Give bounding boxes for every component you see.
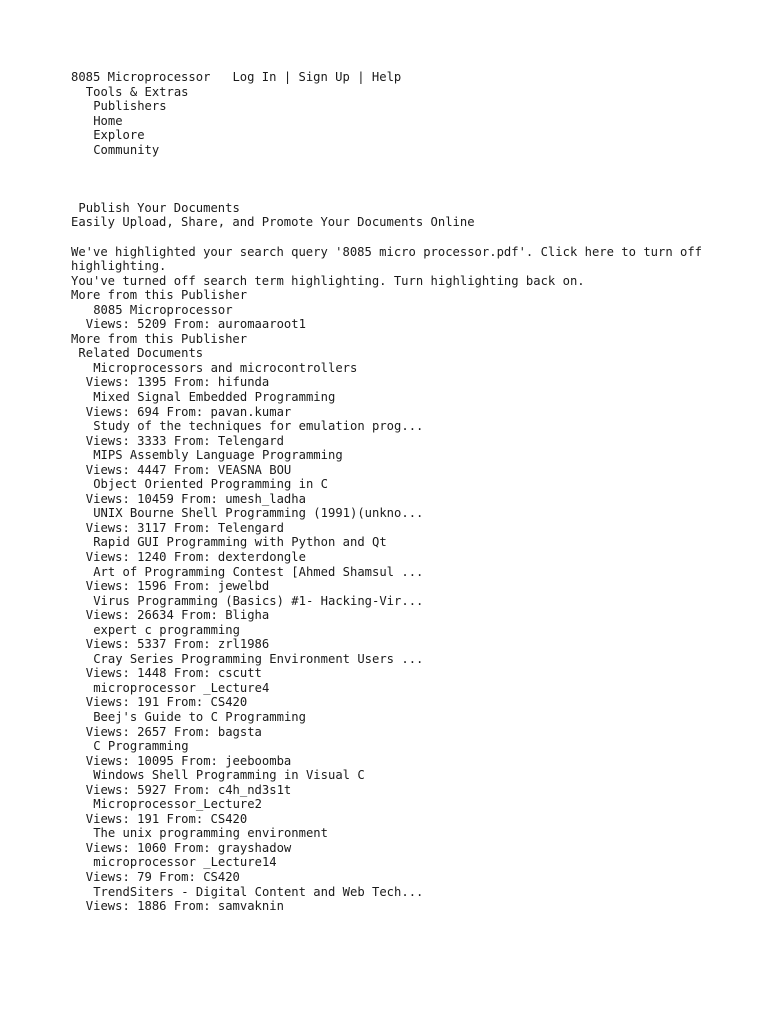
related-doc-meta: Views: 10095 From: jeeboomba: [85, 753, 292, 768]
help-link[interactable]: Help: [371, 70, 402, 84]
related-doc-title[interactable]: Beej's Guide to C Programming: [93, 710, 306, 725]
related-doc-meta: Views: 79 From: CS420: [85, 870, 240, 885]
related-doc-meta: Views: 3333 From: Telengard: [85, 433, 284, 448]
related-doc-title[interactable]: microprocessor _Lecture4: [93, 680, 270, 695]
related-doc-title[interactable]: Mixed Signal Embedded Programming: [93, 389, 336, 404]
nav-item-home[interactable]: Home: [93, 113, 123, 128]
related-doc-title[interactable]: Rapid GUI Programming with Python and Qt: [93, 535, 387, 550]
related-doc-title[interactable]: Microprocessor_Lecture2: [93, 797, 262, 812]
highlight-notice[interactable]: We've highlighted your search query '8085 micro processor.pdf'. Click here to turn off highlighting.: [71, 244, 703, 274]
related-doc-meta: Views: 191 From: CS420: [85, 811, 248, 826]
nav-item-explore[interactable]: Explore: [93, 128, 145, 143]
spacer: [71, 157, 751, 201]
site-title[interactable]: 8085 Microprocessor: [71, 70, 211, 84]
related-doc-title[interactable]: Study of the techniques for emulation prog...: [93, 419, 424, 434]
separator: |: [357, 70, 365, 84]
related-doc-meta: Views: 5927 From: c4h_nd3s1t: [85, 782, 292, 797]
page-content: [71, 70, 751, 914]
related-doc-title[interactable]: TrendSiters - Digital Content and Web Tech...: [93, 884, 424, 899]
related-doc-meta: Views: 2657 From: bagsta: [85, 724, 262, 739]
nav-item-publishers[interactable]: Publishers: [93, 99, 167, 114]
related-doc-title[interactable]: Windows Shell Programming in Visual C: [93, 768, 365, 783]
related-doc-meta: Views: 1886 From: samvaknin: [85, 899, 284, 914]
promo-subtitle: Easily Upload, Share, and Promote Your Documents Online: [71, 215, 475, 230]
related-doc-meta: Views: 1060 From: grayshadow: [85, 840, 292, 855]
publisher-doc-meta: Views: 5209 From: auromaaroot1: [85, 317, 306, 332]
publisher-heading-repeat: More from this Publisher: [71, 331, 248, 346]
related-doc-meta: Views: 694 From: pavan.kumar: [85, 404, 292, 419]
related-doc-meta: Views: 10459 From: umesh_ladha: [85, 491, 306, 506]
related-doc-title[interactable]: MIPS Assembly Language Programming: [93, 448, 343, 463]
header-bar: [71, 70, 751, 85]
related-doc-meta: Views: 1448 From: cscutt: [85, 666, 262, 681]
highlight-off-notice[interactable]: You've turned off search term highlighting. Turn highlighting back on.: [71, 273, 585, 288]
promo-title[interactable]: Publish Your Documents: [78, 200, 240, 215]
related-doc-title[interactable]: C Programming: [93, 739, 189, 754]
related-doc-title[interactable]: UNIX Bourne Shell Programming (1991)(unkno...: [93, 506, 424, 521]
related-doc-title[interactable]: Virus Programming (Basics) #1- Hacking-Vir...: [93, 593, 424, 608]
related-doc-title[interactable]: Object Oriented Programming in C: [93, 477, 328, 492]
related-doc-title[interactable]: Art of Programming Contest [Ahmed Shamsul ...: [93, 564, 424, 579]
related-doc-meta: Views: 191 From: CS420: [85, 695, 248, 710]
related-doc-title[interactable]: Microprocessors and microcontrollers: [93, 360, 358, 375]
publisher-doc-title[interactable]: 8085 Microprocessor: [93, 302, 233, 317]
related-doc-meta: Views: 1240 From: dexterdongle: [85, 550, 306, 564]
related-doc-meta: Views: 1596 From: jewelbd: [85, 579, 270, 594]
related-doc-meta: Views: 1395 From: hifunda: [85, 375, 270, 390]
related-heading: Related Documents: [78, 346, 204, 361]
related-doc-meta: Views: 4447 From: VEASNA BOU: [85, 462, 292, 477]
related-doc-meta: Views: 26634 From: Bligha: [85, 608, 270, 623]
related-doc-title[interactable]: microprocessor _Lecture14: [93, 855, 277, 870]
related-docs-list: [71, 361, 751, 914]
login-link[interactable]: Log In: [232, 70, 277, 84]
related-doc-meta: Views: 3117 From: Telengard: [85, 520, 284, 535]
related-doc-title[interactable]: The unix programming environment: [93, 826, 328, 841]
signup-link[interactable]: Sign Up: [298, 70, 350, 84]
spacer: [71, 230, 751, 245]
tools-extras-link[interactable]: Tools & Extras: [85, 84, 189, 99]
separator: |: [283, 70, 292, 84]
related-doc-title[interactable]: expert c programming: [93, 622, 240, 637]
publisher-heading: More from this Publisher: [71, 288, 248, 303]
nav-item-community[interactable]: Community: [93, 142, 160, 157]
related-doc-title[interactable]: Cray Series Programming Environment Users ...: [93, 651, 424, 666]
related-doc-meta: Views: 5337 From: zrl1986: [85, 637, 270, 652]
